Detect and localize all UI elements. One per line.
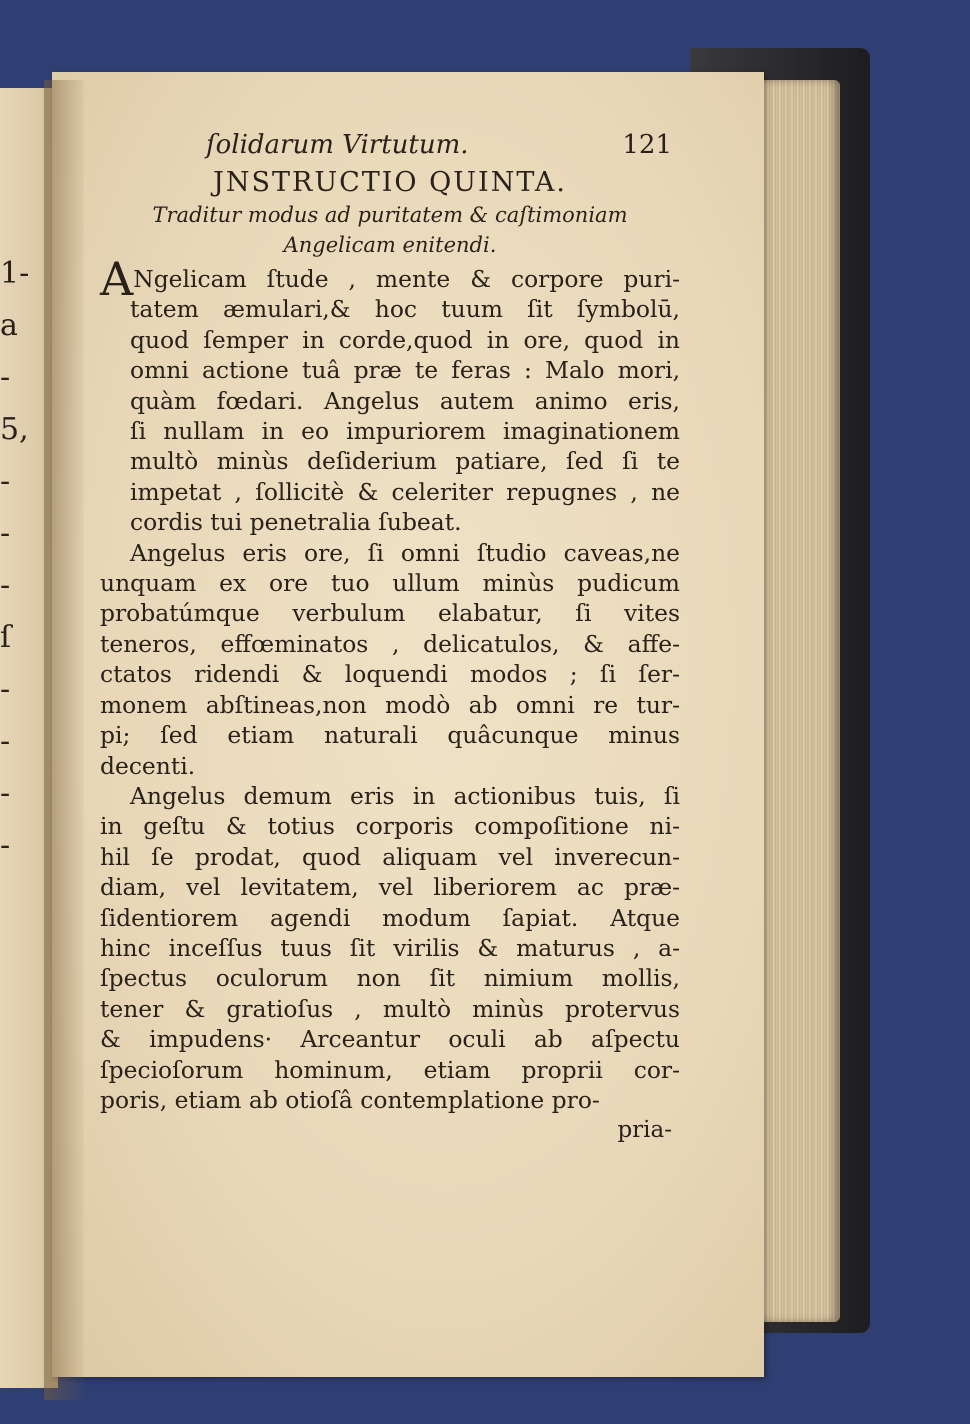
margin-glyph: 1- (0, 256, 30, 291)
text-line-content: Ngelicam ſtude , mente & corpore puri- (133, 265, 680, 293)
text-line: Angelus demum eris in actionibus tuis, ſi (130, 781, 680, 810)
margin-glyph: - (0, 360, 11, 395)
body-text (100, 252, 680, 1115)
text-line: hinc inceſſus tuus ſit virilis & maturus , a- (100, 933, 680, 962)
paragraph (100, 781, 680, 1115)
text-line: ſpectus oculorum non ſit nimium mollis, (100, 964, 680, 993)
text-line: in geſtu & totius corporis compoſitione ni- (100, 812, 680, 841)
text-line: poris, etiam ab otioſâ contemplatione pro- (100, 1085, 600, 1114)
margin-glyph: ſ (0, 620, 12, 655)
text-line: tener & gratioſus , multò minùs protervus (100, 994, 680, 1023)
margin-glyph: - (0, 828, 11, 863)
text-line: quàm fœdari. Angelus autem animo eris, (130, 386, 680, 415)
text-line: monem abſtineas,non modò ab omni re tur- (100, 690, 680, 719)
text-line: Angelus eris ore, ſi omni ſtudio caveas,ne (130, 538, 680, 567)
margin-glyph: - (0, 568, 11, 603)
chapter-title: JNSTRUCTIO QUINTA. (213, 167, 567, 198)
page-number: 121 (622, 130, 672, 160)
text-line: pi; ſed etiam naturali quâcunque minus (100, 721, 680, 750)
margin-glyph: 5, (0, 412, 29, 447)
text-line: unquam ex ore tuo ullum minùs pudicum (100, 569, 680, 598)
margin-glyph: a (0, 308, 18, 343)
text-line (100, 252, 680, 306)
paragraph (100, 538, 680, 781)
text-line: impetat , ſollicitè & celeriter repugnes , ne (130, 477, 680, 506)
text-line: ſpecioſorum hominum, etiam proprii cor- (100, 1055, 680, 1084)
text-line: ſidentiorem agendi modum ſapiat. Atque (100, 903, 680, 932)
text-line: multò minùs deſiderium patiare, ſed ſi te (130, 447, 680, 476)
paragraph (100, 252, 680, 538)
running-head-title: ſolidarum Virtutum. (206, 130, 469, 160)
text-line: decenti. (100, 751, 196, 780)
text-line: ſi nullam in eo impuriorem imaginationem (130, 417, 680, 446)
subtitle-line: Traditur modus ad puritatem & caſtimoniam (152, 203, 628, 227)
book-gutter (44, 80, 84, 1400)
text-line: cordis tui penetralia ſubeat. (130, 508, 462, 537)
text-line: quod ſemper in corde,quod in ore, quod in (130, 325, 680, 354)
chapter-subtitle (100, 200, 680, 260)
text-line: tatem æmulari,& hoc tuum ſit ſymbolū, (130, 295, 680, 324)
margin-glyph: - (0, 776, 11, 811)
running-head (100, 126, 680, 166)
subtitle-line: Angelicam enitendi. (283, 233, 497, 257)
text-line: omni actione tuâ præ te feras : Malo mori, (130, 356, 680, 385)
catchword: pria- (617, 1117, 672, 1144)
text-line: teneros, effœminatos , delicatulos, & affe- (100, 629, 680, 658)
text-line: ctatos ridendi & loquendi modos ; ſi ſer- (100, 660, 680, 689)
text-line: diam, vel levitatem, vel liberiorem ac præ- (100, 873, 680, 902)
text-line: probatúmque verbulum elabatur, ſi vites (100, 599, 680, 628)
page-edges (752, 80, 840, 1322)
margin-glyph: - (0, 516, 11, 551)
margin-glyph: - (0, 672, 11, 707)
margin-glyph: - (0, 464, 11, 499)
page-text-block (100, 126, 680, 1145)
margin-glyph: - (0, 724, 11, 759)
text-line: & impudens· Arceantur oculi ab aſpectu (100, 1025, 680, 1054)
drop-cap: A (100, 252, 134, 306)
text-line: hil ſe prodat, quod aliquam vel inverecun- (100, 842, 680, 871)
left-page-fragment-text (0, 248, 30, 872)
